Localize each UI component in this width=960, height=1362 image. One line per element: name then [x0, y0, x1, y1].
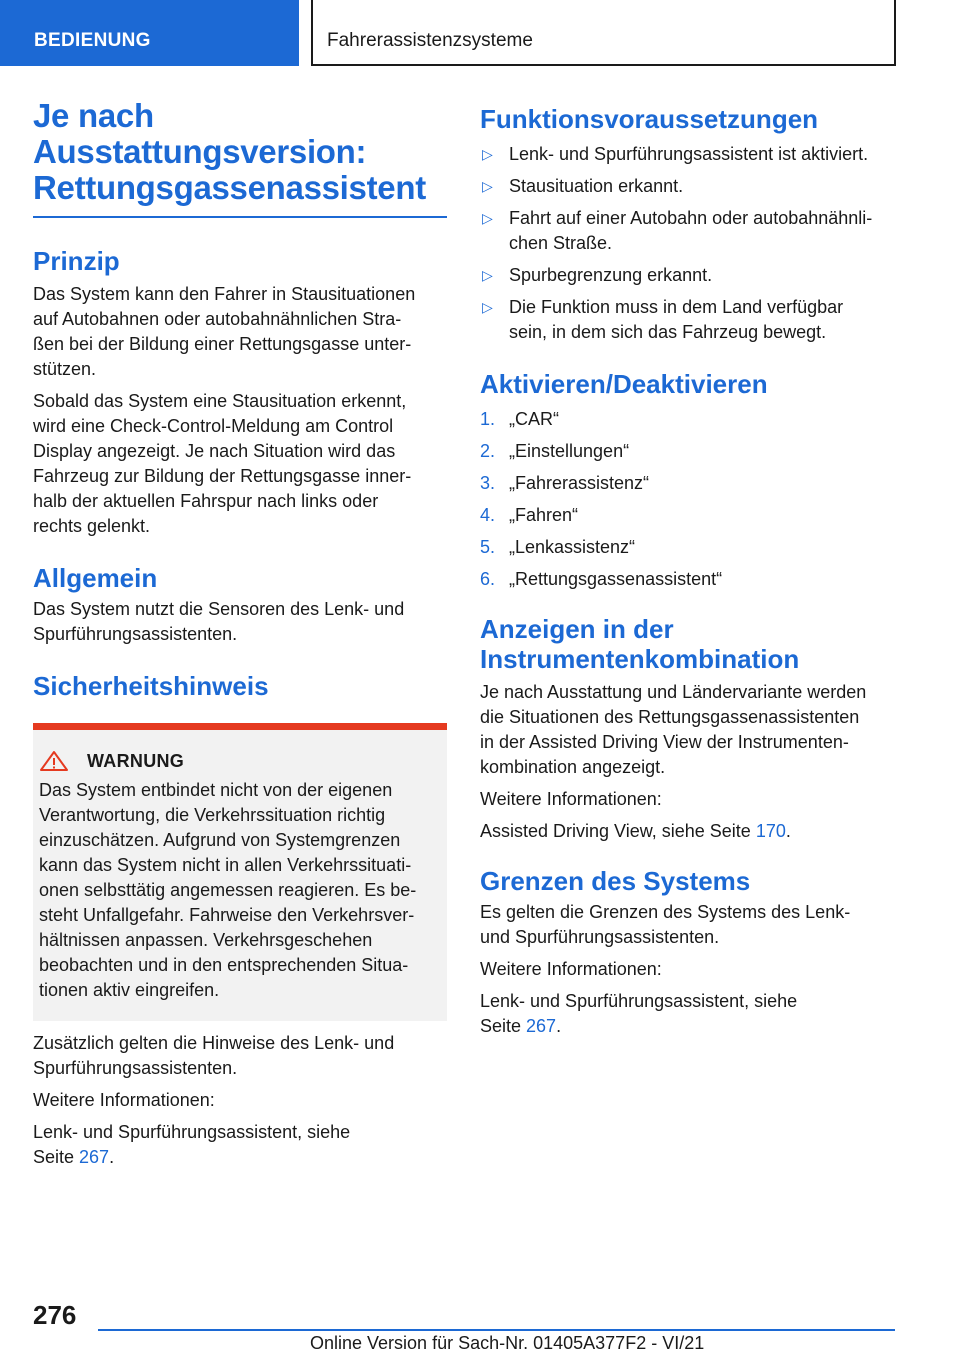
footer-divider [98, 1329, 895, 1331]
heading-anzeigen: Anzeigen in der Instrumentenkombination [480, 614, 800, 674]
steps-list [480, 407, 898, 592]
left-column [33, 98, 447, 1170]
requirements-list [480, 142, 898, 345]
heading-aktivieren: Aktivieren/Deaktivieren [480, 369, 768, 399]
grenzen-paragraph: Es gelten die Grenzen des Systems des Lenk- und Spurführungsassistenten. [480, 902, 851, 947]
heading-funktionsvoraussetzungen: Funktionsvoraussetzungen [480, 104, 819, 134]
triangle-right-outline-icon: ▷ [482, 210, 493, 226]
heading-sicherheitshinweis: Sicherheitshinweis [33, 671, 269, 701]
more-info-label: Weitere Informationen: [480, 959, 662, 979]
prinzip-paragraph-2: Sobald das System eine Stausituation erkennt, wird eine Check-Control-Meldung am Control Display angezeigt. Je nach Situation wird das Fahrzeug zur Bildung der Rettungsgasse inner- halb der aktuellen Fahrspur nach links oder rechts gelenkt. [33, 391, 412, 536]
warning-text: Das System entbindet nicht von der eigenen Verantwortung, die Verkehrssituation richtig einzuschätzen. Aufgrund von Systemgrenzen kann das System nicht in allen Verkehrssituati- onen selbsttätig angemessen reagieren. Es be- steht Unfallgefahr. Fahrweise den Verkehrsver- hältnissen anpassen. Verkehrsgeschehen beobachten und in den entsprechenden Situa- tionen aktiv eingreifen. [39, 780, 417, 1000]
triangle-right-outline-icon: ▷ [482, 299, 493, 315]
warning-header [39, 750, 435, 772]
list-item: ▷ Spurbegrenzung erkannt. [480, 263, 898, 288]
list-item: 2. „Einstellungen“ [480, 441, 630, 461]
list-item: 3. „Fahrerassistenz“ [480, 473, 650, 493]
footer-version: Online Version für Sach-Nr. 01405A377F2 - VI/21 [310, 1333, 705, 1353]
triangle-right-outline-icon: ▷ [482, 146, 493, 162]
anzeigen-paragraph: Je nach Ausstattung und Ländervariante werden die Situationen des Rettungsgassenassistenten in der Assisted Driving View der Instrumenten- kombination angezeigt. [480, 682, 867, 777]
title-line: Ausstattungsversion: [33, 133, 367, 170]
right-column [480, 98, 898, 1039]
list-item: 4. „Fahren“ [480, 505, 579, 525]
page-link-267[interactable]: 267 [79, 1147, 110, 1167]
page-number: 276 [33, 1300, 77, 1330]
triangle-right-outline-icon: ▷ [482, 267, 493, 283]
section-tab: BEDIENUNG [0, 0, 299, 66]
reference-paragraph: Assisted Driving View, siehe Seite 170. [480, 821, 791, 841]
list-item: ▷ Fahrt auf einer Autobahn oder autobahnähnli- chen Straße. [480, 206, 898, 256]
sicherheit-after-paragraph: Zusätzlich gelten die Hinweise des Lenk- und Spurführungsassistenten. [33, 1033, 395, 1078]
chapter-title: Fahrerassistenzsysteme [311, 0, 896, 66]
reference-paragraph: Lenk- und Spurführungsassistent, siehe Seite 267. [33, 1122, 351, 1167]
title-divider [33, 216, 447, 218]
list-item: 5. „Lenkassistenz“ [480, 537, 636, 557]
reference-paragraph: Lenk- und Spurführungsassistent, siehe Seite 267. [480, 991, 798, 1036]
warning-triangle-icon [39, 750, 69, 772]
warning-box [33, 723, 447, 1021]
more-info-label: Weitere Informationen: [480, 789, 662, 809]
list-item: 1. „CAR“ [480, 409, 559, 429]
allgemein-paragraph: Das System nutzt die Sensoren des Lenk- und Spurführungsassistenten. [33, 599, 405, 644]
title-line: Rettungsgassenassistent [33, 169, 426, 206]
page-link-170[interactable]: 170 [755, 821, 786, 841]
page-title [33, 98, 447, 206]
heading-grenzen: Grenzen des Systems [480, 866, 751, 896]
heading-allgemein: Allgemein [33, 563, 158, 593]
prinzip-paragraph-1: Das System kann den Fahrer in Stausituationen auf Autobahnen oder autobahnähnlichen Stra- ßen bei der Bildung einer Rettungsgasse unter- stützen. [33, 284, 416, 379]
more-info-label: Weitere Informationen: [33, 1090, 215, 1110]
warning-label: WARNUNG [87, 750, 185, 771]
title-line: Je nach [33, 97, 154, 134]
list-item: ▷ Die Funktion muss in dem Land verfügbar sein, in dem sich das Fahrzeug bewegt. [480, 295, 898, 345]
triangle-right-outline-icon: ▷ [482, 178, 493, 194]
list-item: ▷ Lenk- und Spurführungsassistent ist aktiviert. [480, 142, 898, 167]
page-header [0, 0, 960, 66]
list-item: ▷ Stausituation erkannt. [480, 174, 898, 199]
list-item: 6. „Rettungsgassenassistent“ [480, 569, 723, 589]
page-link-267[interactable]: 267 [526, 1016, 557, 1036]
heading-prinzip: Prinzip [33, 246, 120, 276]
